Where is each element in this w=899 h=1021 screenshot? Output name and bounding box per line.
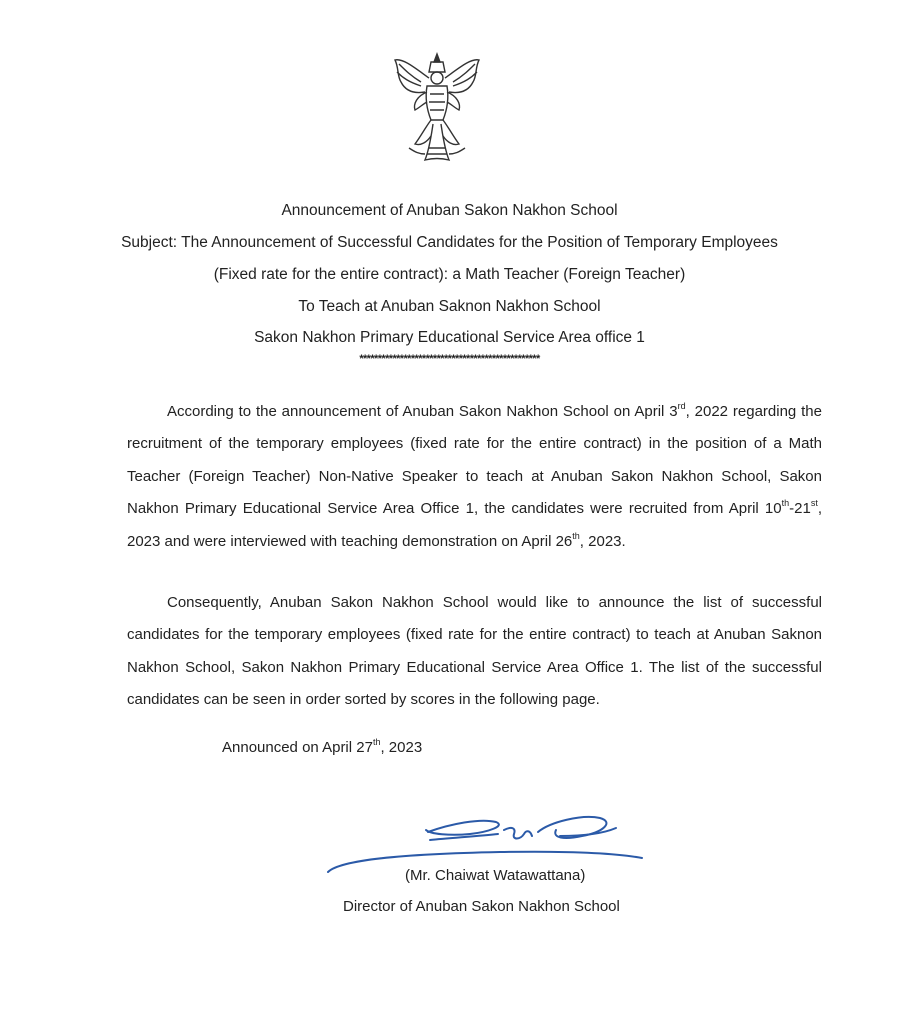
- signer-name: (Mr. Chaiwat Watawattana): [405, 867, 586, 884]
- announcement-title: Announcement of Anuban Sakon Nakhon School: [281, 202, 618, 219]
- garuda-emblem: [385, 48, 490, 168]
- subject-detail-line: (Fixed rate for the entire contract): a Math Teacher (Foreign Teacher): [213, 266, 686, 283]
- announced-date: Announced on April 27th, 2023: [222, 737, 423, 756]
- subject-line: Subject: The Announcement of Successful Candidates for the Position of Temporary Employees: [121, 234, 778, 251]
- service-area-line: Sakon Nakhon Primary Educational Service Area office 1: [254, 329, 645, 346]
- body-paragraph-1: According to the announcement of Anuban Sakon Nakhon School on April 3rd, 2022 regarding the recruitment of the temporary employees (fixed rate for the entire contract) in the position of a Math Teacher (Foreign Teacher) Non-Native Speaker to teach at Anuban Sakon Nakhon School, Sakon Nakhon Primary Educational Service Area Office 1, the candidates were recruited from April 10th-21st, 2023 and were interviewed with teaching demonstration on April 26th, 2023.: [127, 401, 822, 550]
- school-line: To Teach at Anuban Saknon Nakhon School: [298, 298, 601, 315]
- divider-asterisks: *************************************************: [359, 353, 540, 365]
- body-paragraph-2: Consequently, Anuban Sakon Nakhon School would like to announce the list of successful candidates for the temporary employees (fixed rate for the entire contract) to teach at Anuban Saknon Nakhon School, Sakon Nakhon Primary Educational Service Area Office 1. The list of the successful candidates can be seen in order sorted by scores in the following page.: [127, 594, 822, 709]
- signer-title: Director of Anuban Sakon Nakhon School: [343, 898, 620, 915]
